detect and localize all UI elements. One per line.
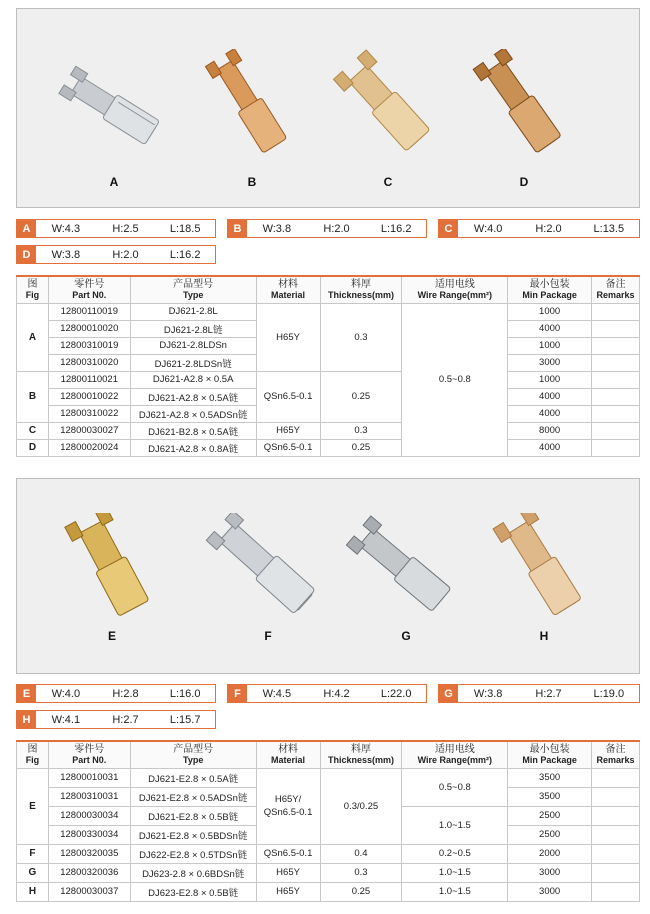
- wire-cell: 0.5~0.8: [402, 768, 508, 806]
- terminal-f-image: [203, 513, 333, 625]
- dim-height: H:4.2: [323, 687, 350, 700]
- thickness-cell: 0.25: [320, 371, 402, 422]
- material-cell: QSn6.5-0.1: [256, 371, 320, 422]
- terminal-label-d: D: [519, 175, 529, 189]
- package-cell: 4000: [508, 320, 592, 337]
- wire-cell: 1.0~1.5: [402, 882, 508, 901]
- terminal-label-a: A: [109, 175, 119, 189]
- col-material: 材料 Material: [256, 276, 320, 303]
- type-cell: DJ621-2.8LDSn链: [130, 354, 256, 371]
- fig-cell: A: [17, 303, 49, 371]
- part-cell: 12800320036: [48, 863, 130, 882]
- dim-length: L:22.0: [380, 687, 412, 700]
- material-cell: H65Y/ QSn6.5-0.1: [256, 768, 320, 844]
- terminal-label-f: F: [264, 629, 272, 643]
- dim-length: L:16.2: [380, 222, 412, 235]
- spec-table-2: [16, 740, 640, 902]
- col-remarks: 备注 Remarks: [592, 741, 640, 768]
- remarks-cell: [592, 439, 640, 456]
- table-header-row: [17, 276, 640, 303]
- material-cell: QSn6.5-0.1: [256, 439, 320, 456]
- terminal-label-g: G: [401, 629, 411, 643]
- dim-letter-h: H: [17, 711, 36, 728]
- table-row: [17, 371, 640, 388]
- fig-cell: H: [17, 882, 49, 901]
- part-cell: 12800010022: [48, 388, 130, 405]
- thickness-cell: 0.3: [320, 422, 402, 439]
- thickness-cell: 0.25: [320, 439, 402, 456]
- part-cell: 12800330034: [48, 825, 130, 844]
- type-cell: DJ621-E2.8 × 0.5ADSn链: [130, 787, 256, 806]
- wire-cell: 1.0~1.5: [402, 863, 508, 882]
- dim-box-h: [16, 710, 216, 729]
- type-cell: DJ623-E2.8 × 0.5B链: [130, 882, 256, 901]
- fig-cell: G: [17, 863, 49, 882]
- material-cell: H65Y: [256, 422, 320, 439]
- remarks-cell: [592, 787, 640, 806]
- col-package: 最小包装 Min Package: [508, 741, 592, 768]
- package-cell: 3500: [508, 787, 592, 806]
- dim-length: L:19.0: [593, 687, 625, 700]
- part-cell: 12800030037: [48, 882, 130, 901]
- part-cell: 12800010031: [48, 768, 130, 787]
- type-cell: DJ621-B2.8 × 0.5A链: [130, 422, 256, 439]
- col-wire: 适用电线 Wire Range(mm²): [402, 276, 508, 303]
- dim-width: W:4.0: [473, 222, 503, 235]
- terminal-h-image: [479, 513, 609, 625]
- col-type: 产品型号 Type: [130, 276, 256, 303]
- dim-letter-a: A: [17, 220, 36, 237]
- fig-cell: F: [17, 844, 49, 863]
- col-material: 材料 Material: [256, 741, 320, 768]
- remarks-cell: [592, 863, 640, 882]
- fig-cell: E: [17, 768, 49, 844]
- part-cell: 12800010020: [48, 320, 130, 337]
- dim-width: W:4.3: [51, 222, 81, 235]
- part-cell: 12800310019: [48, 337, 130, 354]
- table-row: [17, 422, 640, 439]
- dim-length: L:15.7: [169, 713, 201, 726]
- part-cell: 12800310022: [48, 405, 130, 422]
- dim-length: L:13.5: [593, 222, 625, 235]
- part-cell: 12800110021: [48, 371, 130, 388]
- wire-cell: 0.5~0.8: [402, 303, 508, 456]
- package-cell: 4000: [508, 388, 592, 405]
- type-cell: DJ621-A2.8 × 0.5A: [130, 371, 256, 388]
- col-package: 最小包装 Min Package: [508, 276, 592, 303]
- dim-width: W:4.5: [262, 687, 292, 700]
- type-cell: DJ621-2.8LDSn: [130, 337, 256, 354]
- terminal-photo-h: [479, 513, 609, 643]
- part-cell: 12800110019: [48, 303, 130, 320]
- remarks-cell: [592, 844, 640, 863]
- table-row: [17, 863, 640, 882]
- fig-cell: D: [17, 439, 49, 456]
- dim-length: L:16.0: [169, 687, 201, 700]
- type-cell: DJ622-E2.8 × 0.5TDSn链: [130, 844, 256, 863]
- dim-letter-c: C: [439, 220, 458, 237]
- table-row: [17, 882, 640, 901]
- type-cell: DJ621-A2.8 × 0.5ADSn链: [130, 405, 256, 422]
- terminal-d-image: [459, 49, 589, 164]
- thickness-cell: 0.25: [320, 882, 402, 901]
- part-cell: 12800020024: [48, 439, 130, 456]
- dim-letter-g: G: [439, 685, 458, 702]
- dim-height: H:2.5: [112, 222, 139, 235]
- col-part: 零件号 Part N0.: [48, 276, 130, 303]
- thickness-cell: 0.3/0.25: [320, 768, 402, 844]
- terminal-b-image: [187, 49, 317, 164]
- dim-width: W:4.0: [51, 687, 81, 700]
- table-row: [17, 439, 640, 456]
- dim-height: H:2.0: [112, 248, 139, 261]
- col-fig: 图 Fig: [17, 276, 49, 303]
- col-fig: 图 Fig: [17, 741, 49, 768]
- terminal-photo-c: [323, 49, 453, 189]
- fig-cell: B: [17, 371, 49, 422]
- photo-panel-2: [16, 478, 640, 674]
- remarks-cell: [592, 806, 640, 825]
- remarks-cell: [592, 303, 640, 320]
- dim-box-d: [16, 245, 216, 264]
- col-type: 产品型号 Type: [130, 741, 256, 768]
- dim-letter-d: D: [17, 246, 36, 263]
- package-cell: 3500: [508, 768, 592, 787]
- package-cell: 2500: [508, 825, 592, 844]
- type-cell: DJ621-2.8L链: [130, 320, 256, 337]
- table-row: [17, 303, 640, 320]
- table-header-row: [17, 741, 640, 768]
- terminal-photo-a: [49, 49, 179, 189]
- dim-box-c: [438, 219, 640, 238]
- type-cell: DJ621-2.8L: [130, 303, 256, 320]
- terminal-a-image: [49, 49, 179, 164]
- col-wire: 适用电线 Wire Range(mm²): [402, 741, 508, 768]
- terminal-e-image: [47, 513, 177, 625]
- part-cell: 12800310031: [48, 787, 130, 806]
- remarks-cell: [592, 371, 640, 388]
- type-cell: DJ621-A2.8 × 0.8A链: [130, 439, 256, 456]
- dim-width: W:3.8: [51, 248, 81, 261]
- remarks-cell: [592, 405, 640, 422]
- remarks-cell: [592, 882, 640, 901]
- package-cell: 4000: [508, 439, 592, 456]
- dim-box-f: [227, 684, 427, 703]
- col-remarks: 备注 Remarks: [592, 276, 640, 303]
- package-cell: 4000: [508, 405, 592, 422]
- dim-width: W:3.8: [473, 687, 503, 700]
- dim-letter-b: B: [228, 220, 247, 237]
- dim-height: H:2.7: [535, 687, 562, 700]
- dim-letter-e: E: [17, 685, 36, 702]
- remarks-cell: [592, 768, 640, 787]
- terminal-photo-b: [187, 49, 317, 189]
- terminal-photo-f: [203, 513, 333, 643]
- remarks-cell: [592, 320, 640, 337]
- photo-panel-1: [16, 8, 640, 208]
- package-cell: 3000: [508, 354, 592, 371]
- table-row: [17, 768, 640, 787]
- col-thickness: 料厚 Thickness(mm): [320, 276, 402, 303]
- remarks-cell: [592, 337, 640, 354]
- thickness-cell: 0.3: [320, 863, 402, 882]
- terminal-photo-e: [47, 513, 177, 643]
- terminal-label-e: E: [107, 629, 116, 643]
- dim-height: H:2.7: [112, 713, 139, 726]
- terminal-c-image: [323, 49, 453, 164]
- dim-letter-f: F: [228, 685, 247, 702]
- package-cell: 2000: [508, 844, 592, 863]
- wire-cell: 0.2~0.5: [402, 844, 508, 863]
- fig-cell: C: [17, 422, 49, 439]
- package-cell: 1000: [508, 337, 592, 354]
- remarks-cell: [592, 354, 640, 371]
- material-cell: H65Y: [256, 303, 320, 371]
- dim-height: H:2.0: [535, 222, 562, 235]
- type-cell: DJ623-2.8 × 0.6BDSn链: [130, 863, 256, 882]
- dim-box-g: [438, 684, 640, 703]
- type-cell: DJ621-A2.8 × 0.5A链: [130, 388, 256, 405]
- material-cell: QSn6.5-0.1: [256, 844, 320, 863]
- remarks-cell: [592, 825, 640, 844]
- dim-box-a: [16, 219, 216, 238]
- col-thickness: 料厚 Thickness(mm): [320, 741, 402, 768]
- material-cell: H65Y: [256, 863, 320, 882]
- terminal-photo-d: [459, 49, 589, 189]
- dim-length: L:18.5: [169, 222, 201, 235]
- part-cell: 12800320035: [48, 844, 130, 863]
- package-cell: 1000: [508, 371, 592, 388]
- dim-box-e: [16, 684, 216, 703]
- terminal-photo-g: [341, 513, 471, 643]
- type-cell: DJ621-E2.8 × 0.5BDSn链: [130, 825, 256, 844]
- remarks-cell: [592, 388, 640, 405]
- terminal-label-c: C: [383, 175, 393, 189]
- thickness-cell: 0.4: [320, 844, 402, 863]
- part-cell: 12800030034: [48, 806, 130, 825]
- part-cell: 12800030027: [48, 422, 130, 439]
- dim-height: H:2.8: [112, 687, 139, 700]
- col-part: 零件号 Part N0.: [48, 741, 130, 768]
- package-cell: 2500: [508, 806, 592, 825]
- remarks-cell: [592, 422, 640, 439]
- part-cell: 12800310020: [48, 354, 130, 371]
- terminal-label-b: B: [247, 175, 257, 189]
- terminal-label-h: H: [539, 629, 549, 643]
- terminal-g-image: [341, 513, 471, 625]
- dim-length: L:16.2: [169, 248, 201, 261]
- package-cell: 1000: [508, 303, 592, 320]
- dim-height: H:2.0: [323, 222, 350, 235]
- material-cell: H65Y: [256, 882, 320, 901]
- table-row: [17, 844, 640, 863]
- spec-table-1: [16, 275, 640, 457]
- type-cell: DJ621-E2.8 × 0.5B链: [130, 806, 256, 825]
- package-cell: 3000: [508, 882, 592, 901]
- dim-width: W:3.8: [262, 222, 292, 235]
- thickness-cell: 0.3: [320, 303, 402, 371]
- type-cell: DJ621-E2.8 × 0.5A链: [130, 768, 256, 787]
- dim-box-b: [227, 219, 427, 238]
- package-cell: 8000: [508, 422, 592, 439]
- wire-cell: 1.0~1.5: [402, 806, 508, 844]
- dim-width: W:4.1: [51, 713, 81, 726]
- package-cell: 3000: [508, 863, 592, 882]
